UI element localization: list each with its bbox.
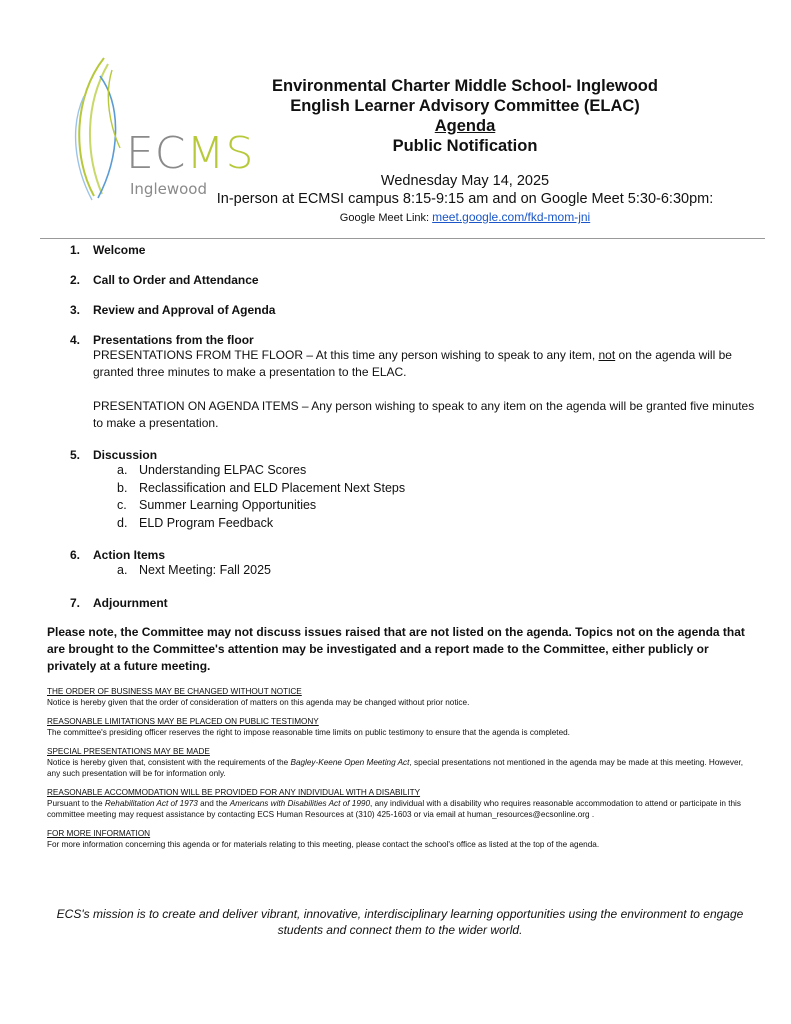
public-notification-title: Public Notification <box>392 137 538 155</box>
agenda-item-call-to-order: 2. Call to Order and Attendance <box>70 273 259 287</box>
agenda-item-adjournment: 7. Adjournment <box>70 595 168 610</box>
presentations-agenda-text: PRESENTATION ON AGENDA ITEMS – Any person wishing to speak to any item on the agenda will be granted five minutes to make a presentation. <box>93 399 755 430</box>
notice-more-information: FOR MORE INFORMATION For more information concerning this agenda or for materials relating to this meeting, please contact the school's office as listed at the top of the agenda. <box>47 829 600 849</box>
legal-notices <box>47 686 747 858</box>
logo-subtitle: Inglewood <box>130 180 207 198</box>
agenda-item-review-agenda: 3. Review and Approval of Agenda <box>70 303 276 317</box>
school-name: Environmental Charter Middle School- Inglewood <box>272 77 658 95</box>
notice-special-presentations: SPECIAL PRESENTATIONS MAY BE MADE Notice is hereby given that, consistent with the requirements of the Bagley-Keene Open Meeting Act, special presentations not mentioned in the agenda may be made at this meeting. However, any such presentation will be for information only. <box>47 747 744 778</box>
sub-item: a. Understanding ELPAC Scores <box>117 463 307 477</box>
agenda-list <box>70 243 760 626</box>
agenda-header <box>180 76 750 224</box>
logo-letters: ECMS <box>126 128 255 179</box>
notice-accommodation: REASONABLE ACCOMMODATION WILL BE PROVIDED FOR ANY INDIVIDUAL WITH A DISABILITY Pursuant to the Rehabilitation Act of 1973 and the Americans with Disabilities Act of 1990, any individual with a disability who requires reasonable accommodation to attend or participate in this committee meeting may request assistance by contacting ECS Human Resources at (310) 425-1603 or via email at human_resources@ecsonline.org . <box>47 788 741 819</box>
agenda-item-presentations: 4. Presentations from the floor PRESENTATIONS FROM THE FLOOR – At this time any person wishing to speak to any item, not on the agenda will be granted three minutes to make a presentation to the ELAC. PRESENTATION ON AGENDA ITEMS – Any person wishing to speak to any item on the agenda will be granted five minutes to make a presentation. <box>70 333 760 432</box>
mission-statement: ECS's mission is to create and deliver vibrant, innovative, interdisciplinary learning opportunities using the environment to engage students and connect them to the wider world. <box>56 907 744 937</box>
agenda-item-welcome: 1. Welcome <box>70 243 146 257</box>
sub-item: c. Summer Learning Opportunities <box>117 498 317 512</box>
google-meet-line <box>180 210 750 224</box>
header-divider <box>40 238 765 239</box>
committee-name: English Learner Advisory Committee (ELAC) <box>290 97 640 115</box>
sub-item: d. ELD Program Feedback <box>117 515 274 530</box>
meet-label: Google Meet Link: <box>339 212 433 224</box>
sub-item: a. Next Meeting: Fall 2025 <box>117 563 272 577</box>
notice-public-testimony: REASONABLE LIMITATIONS MAY BE PLACED ON PUBLIC TESTIMONY The committee's presiding officer reserves the right to impose reasonable time limits on public testimony to ensure that the agenda is completed. <box>47 717 570 737</box>
presentations-floor-text: PRESENTATIONS FROM THE FLOOR – At this time any person wishing to speak to any item, not on the agenda will be granted three minutes to make a presentation to the ELAC. <box>93 348 732 379</box>
agenda-item-discussion: 5. Discussion a. Understanding ELPAC Scores b. Reclassification and ELD Placement Next Steps c. Summer Learning Opportunities d. ELD Program Feedback <box>70 448 760 532</box>
meeting-date: Wednesday May 14, 2025 <box>380 173 550 189</box>
agenda-item-action-items: 6. Action Items a. Next Meeting: Fall 2025 <box>70 548 760 580</box>
meet-link[interactable]: meet.google.com/fkd-mom-jni <box>432 210 591 224</box>
sub-item: b. Reclassification and ELD Placement Next Steps <box>117 480 406 495</box>
committee-note: Please note, the Committee may not discuss issues raised that are not listed on the agenda. Topics not on the agenda that are brought to the Committee's attention may be investigated and a report made to the Committee, either publicly or privately at a future meeting. <box>47 625 745 673</box>
meeting-location: In-person at ECMSI campus 8:15-9:15 am and on Google Meet 5:30-6:30pm: <box>216 191 714 207</box>
notice-order-of-business: THE ORDER OF BUSINESS MAY BE CHANGED WITHOUT NOTICE Notice is hereby given that the order of consideration of matters on this agenda may be changed without prior notice. <box>47 687 470 707</box>
agenda-title: Agenda <box>434 117 496 135</box>
